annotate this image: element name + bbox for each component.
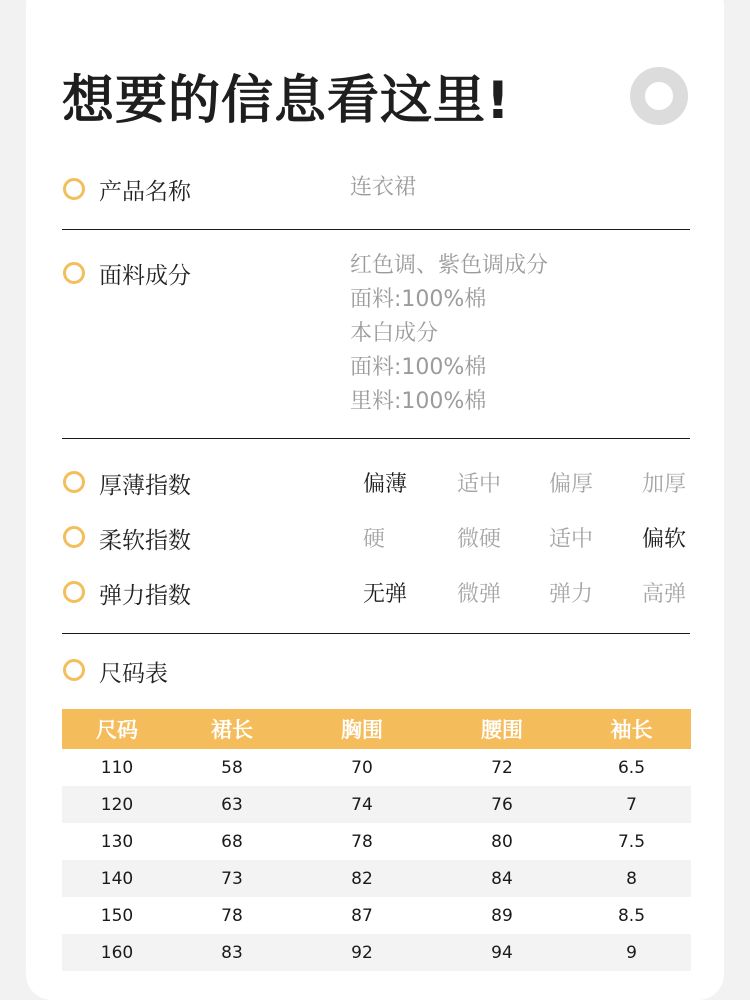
softness-option: 偏软 [642, 527, 687, 552]
table-cell: 6.5 [617, 757, 646, 778]
table-cell: 150 [100, 905, 134, 926]
softness-option: 硬 [363, 527, 386, 552]
fabric-line: 本白成分 [350, 321, 439, 346]
column-header: 裙长 [172, 709, 292, 749]
softness-option: 微硬 [457, 527, 502, 552]
table-cell: 72 [491, 757, 513, 778]
table-cell: 8.5 [617, 905, 646, 926]
product-name-value: 连衣裙 [350, 175, 417, 200]
table-cell: 130 [100, 831, 134, 852]
thickness-option: 适中 [457, 472, 502, 497]
product-name-label: 产品名称 [99, 179, 191, 205]
table-cell: 76 [432, 786, 572, 823]
table-cell: 160 [62, 934, 172, 971]
table-cell: 84 [432, 860, 572, 897]
elasticity-option: 无弹 [363, 582, 408, 607]
column-header: 腰围 [432, 709, 572, 749]
table-cell: 94 [432, 934, 572, 971]
table-cell: 80 [491, 831, 513, 852]
ring-decoration-icon [630, 67, 688, 125]
table-cell: 63 [172, 786, 292, 823]
bullet-circle-icon [63, 262, 85, 284]
fabric-label: 面料成分 [99, 263, 191, 289]
table-cell: 78 [221, 905, 243, 926]
thickness-index-label: 厚薄指数 [99, 473, 191, 499]
thickness-option: 偏薄 [363, 472, 408, 497]
table-cell: 92 [292, 934, 432, 971]
table-cell: 83 [172, 934, 292, 971]
elasticity-option: 弹力 [549, 582, 594, 607]
bullet-circle-icon [63, 178, 85, 200]
table-cell: 87 [351, 905, 373, 926]
table-row [62, 897, 691, 934]
table-row [62, 860, 691, 897]
table-cell: 74 [292, 786, 432, 823]
fabric-line: 里料:100%棉 [350, 389, 487, 414]
table-cell: 140 [62, 860, 172, 897]
table-cell: 8 [572, 860, 691, 897]
thickness-option: 加厚 [642, 472, 687, 497]
table-cell: 89 [491, 905, 513, 926]
elasticity-index-label: 弹力指数 [99, 583, 191, 609]
table-cell: 73 [172, 860, 292, 897]
elasticity-option: 高弹 [642, 582, 687, 607]
size-table-header [62, 709, 691, 749]
elasticity-option: 微弹 [457, 582, 502, 607]
table-cell: 82 [292, 860, 432, 897]
divider [62, 229, 690, 230]
thickness-option: 偏厚 [549, 472, 594, 497]
bullet-circle-icon [63, 526, 85, 548]
table-row [62, 823, 691, 860]
softness-option: 适中 [549, 527, 594, 552]
table-cell: 7.5 [617, 831, 646, 852]
divider [62, 633, 690, 634]
table-cell: 9 [572, 934, 691, 971]
table-cell: 68 [221, 831, 243, 852]
table-row [62, 749, 691, 786]
size-chart-label: 尺码表 [99, 661, 168, 687]
table-row [62, 934, 691, 971]
fabric-line: 面料:100%棉 [350, 287, 487, 312]
column-header: 尺码 [62, 709, 172, 749]
bullet-circle-icon [63, 659, 85, 681]
softness-index-label: 柔软指数 [99, 528, 191, 554]
table-cell: 110 [100, 757, 134, 778]
bullet-circle-icon [63, 581, 85, 603]
column-header: 袖长 [572, 709, 691, 749]
size-table [62, 709, 691, 971]
table-cell: 78 [351, 831, 373, 852]
table-cell: 120 [62, 786, 172, 823]
fabric-line: 红色调、紫色调成分 [350, 253, 549, 278]
table-cell: 7 [572, 786, 691, 823]
page-title: 想要的信息看这里! [62, 71, 511, 131]
table-row [62, 786, 691, 823]
fabric-line: 面料:100%棉 [350, 355, 487, 380]
column-header: 胸围 [292, 709, 432, 749]
table-cell: 70 [351, 757, 373, 778]
bullet-circle-icon [63, 471, 85, 493]
divider [62, 438, 690, 439]
table-cell: 58 [221, 757, 243, 778]
